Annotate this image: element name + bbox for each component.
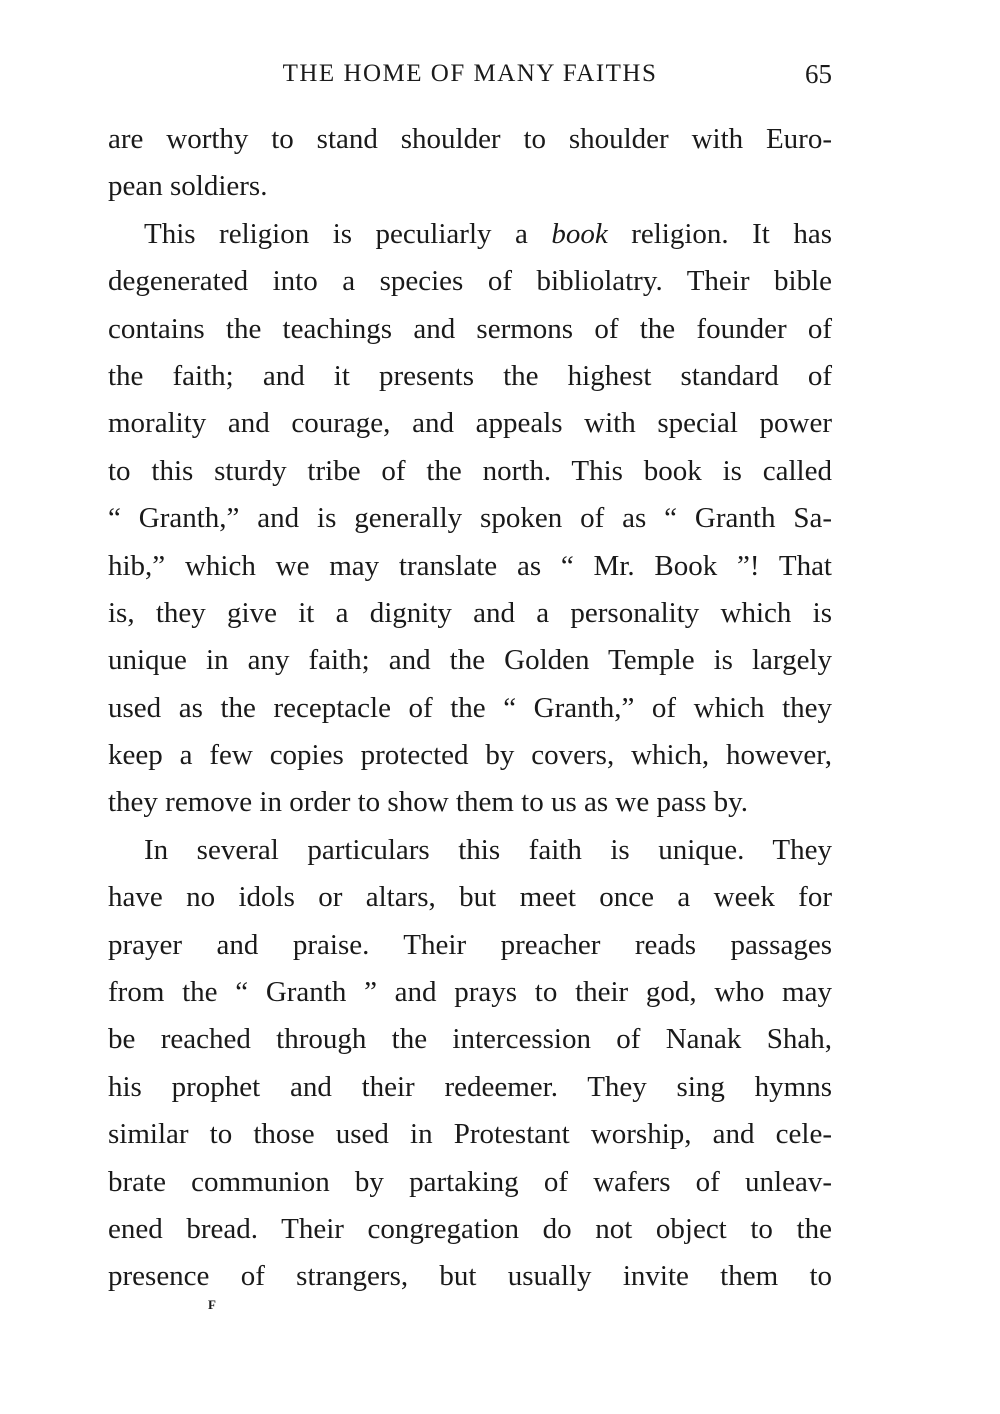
text-line: ened bread. Their congregation do not object to the (108, 1212, 832, 1245)
text-line: “ Granth,” and is generally spoken of as “ Granth Sa- (108, 502, 832, 535)
emphasized-word: book (551, 217, 608, 250)
text-line (108, 211, 832, 258)
text-segment: religion. It has (607, 217, 832, 250)
text-line: is, they give it a dignity and a personality which is (108, 596, 832, 629)
text-line: are worthy to stand shoulder to shoulder with Euro- (108, 123, 832, 155)
text-line: the faith; and it presents the highest standard of (108, 359, 832, 392)
text-line: keep a few copies protected by covers, which, however, (108, 739, 832, 772)
text-line: similar to those used in Protestant worship, and cele- (108, 1118, 832, 1151)
text-line: used as the receptacle of the “ Granth,” of which they (108, 691, 832, 724)
text-line: contains the teachings and sermons of the founder of (108, 312, 832, 345)
text-line: to this sturdy tribe of the north. This book is called (108, 454, 832, 487)
page-number: 65 (805, 59, 832, 89)
body-text (108, 116, 832, 1301)
text-line: they remove in order to show them to us as we pass by. (108, 786, 749, 819)
page-header (108, 56, 832, 96)
text-line: hib,” which we may translate as “ Mr. Book ”! That (108, 549, 832, 582)
text-line: degenerated into a species of bibliolatry. Their bible (108, 265, 832, 298)
text-line: In several particulars this faith is unique. They (144, 833, 832, 866)
text-line: be reached through the intercession of Nanak Shah, (108, 1023, 832, 1056)
text-line: brate communion by partaking of wafers of unleav- (108, 1165, 832, 1198)
text-line: pean soldiers. (108, 170, 268, 203)
text-line: have no idols or altars, but meet once a week for (108, 881, 832, 914)
signature-mark: F (208, 1297, 216, 1312)
text-line: his prophet and their redeemer. They sing hymns (108, 1070, 832, 1103)
text-line: prayer and praise. Their preacher reads passages (108, 928, 832, 961)
text-line: from the “ Granth ” and prays to their god, who may (108, 976, 832, 1009)
text-line: morality and courage, and appeals with special power (108, 407, 832, 440)
text-segment: This religion is peculiarly a (144, 217, 552, 250)
running-title: THE HOME OF MANY FAITHS (282, 60, 658, 87)
text-line: presence of strangers, but usually invite them to (108, 1260, 832, 1293)
text-line: unique in any faith; and the Golden Temple is largely (108, 644, 832, 677)
